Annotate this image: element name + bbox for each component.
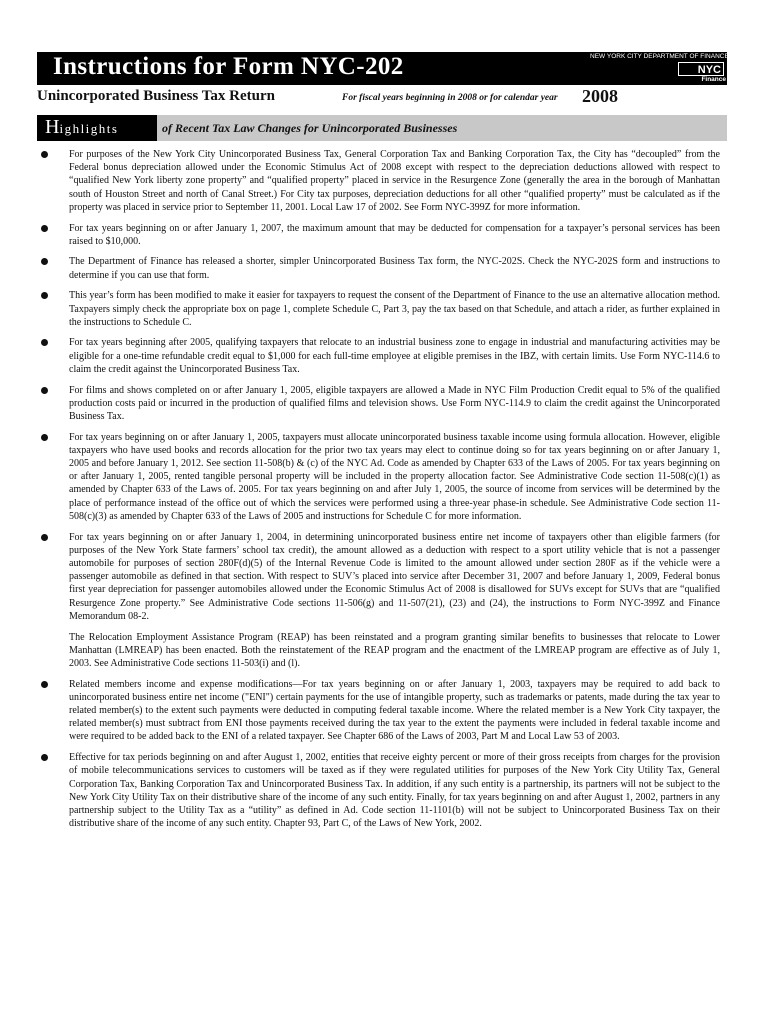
highlights-bar xyxy=(37,115,727,141)
nyc-finance-logo xyxy=(678,62,726,83)
bullet-icon xyxy=(41,534,48,541)
list-item xyxy=(40,751,720,830)
list-item xyxy=(40,531,720,623)
reap-paragraph: The Relocation Employment Assistance Program (REAP) has been reinstated and a program granting similar benefits to businesses that relocate to Lower Manhattan (LMREAP) has been enacted. Both the reinstatement of the REAP program and the enactment of the LMREAP program are effective as of July 1, 2003. See Administrative Code sections 11-503(i) and (l). xyxy=(69,631,720,669)
list-item xyxy=(40,678,720,744)
item-text: For films and shows completed on or after January 1, 2005, eligible taxpayers are allowed a Made in NYC Film Production Credit equal to 5% of the qualified production costs paid or incurred in the production of qualified films and television shows. Use Form NYC-114.9 to claim the credit against the Unincorporated Business Tax. xyxy=(69,384,720,422)
list-item xyxy=(40,431,720,523)
fiscal-year-note: For fiscal years beginning in 2008 or for calendar year xyxy=(342,93,558,103)
list-item xyxy=(40,289,720,329)
department-name: NEW YORK CITY DEPARTMENT OF FINANCE xyxy=(590,53,729,60)
item-text: For purposes of the New York City Unincorporated Business Tax, General Corporation Tax and Banking Corporation Tax, the City has “decoupled” from the Federal bonus depreciation allowed under the Economic Stimulus Act of 2008 except with respect to the depreciation deductions allowed with respect to “qualified New York liberty zone property” and “qualified property” placed in service in the Resurgence Zone (generally the area in the borough of Manhattan south of Houston Street and north of Canal Street.) For City tax purposes, depreciation deductions for all other “qualified property” must be calculated as if the property was placed in service prior to September 11, 2001. Local Law 17 of 2002. See Form NYC-399Z for more information. xyxy=(69,149,720,213)
bullet-icon xyxy=(41,387,48,394)
list-item xyxy=(40,255,720,281)
bullet-icon xyxy=(41,339,48,346)
finance-logo-text: Finance xyxy=(701,76,726,83)
highlights-label xyxy=(45,115,118,141)
item-text: For tax years beginning on or after January 1, 2007, the maximum amount that may be deducted for compensation for a taxpayer’s personal services has been raised to $10,000. xyxy=(69,222,720,247)
bullet-icon xyxy=(41,292,48,299)
highlights-label-box xyxy=(37,115,157,141)
bullet-icon xyxy=(41,681,48,688)
tax-year: 2008 xyxy=(582,86,618,106)
highlights-rest: ighlights xyxy=(59,121,119,136)
list-item xyxy=(40,384,720,424)
subtitle-row xyxy=(37,88,737,110)
page-title: Instructions for Form NYC-202 xyxy=(53,53,404,80)
item-text: Related members income and expense modifications—For tax years beginning on or after January 1, 2003, taxpayers may be required to add back to unincorporated business entire net income ("ENI") certain payments for the use of intangible property, such as trademarks or patents, made during the tax year to related member(s) to the extent such payments were deducted in computing federal taxable income. Where the related member is a New York City taxpayer, the related member(s) must subtract from ENI those payments received during the tax year to the extent the payments were included in federal taxable income and were required to be added back to the ENI of a related taxpayer. See Chapter 686 of the Laws of 2003, Part M and Local Law 53 of 2003. xyxy=(69,678,720,743)
list-item xyxy=(40,336,720,376)
item-text: For tax years beginning after 2005, qualifying taxpayers that relocate to an industrial business zone to engage in industrial and manufacturing activities may be eligible for a one-time refundable credit equal to $1,000 for each full-time employee at eligible premises in the IBZ, with certain limits. Use Form NYC-114.6 to claim the credit against the Unincorporated Business Tax. xyxy=(69,337,720,375)
item-text: The Department of Finance has released a shorter, simpler Unincorporated Business Tax form, the NYC-202S. Check the NYC-202S form and instructions to determine if you can use that form. xyxy=(69,256,720,281)
list-item xyxy=(40,222,720,248)
item-text: For tax years beginning on or after January 1, 2004, in determining unincorporated business entire net income of taxpayers other than eligible farmers (for purposes of the New York State farmers’ school tax credit), the amount allowed as a deduction with respect to a sport utility vehicle that is not a passenger automobile for purposes of section 280F(d)(5) of the Internal Revenue Code is limited to the amount allowed under section 280F as if the vehicle were a passenger automobile as defined in that section. With respect to SUV’s placed into service after December 31, 2007 and before January 1, 2009, Federal bonus first year depreciation for passenger automobiles allowed under the Economic Stimulus Act of 2008 is disallowed for SUVs except for SUVs that are “qualified Resurgence Zone property.” See Administrative Code sections 11-506(g) and 11-507(21), (23) and (24), the instructions to Form NYC-399Z and Finance Memorandum 08-2. xyxy=(69,531,720,622)
form-subtitle: Unincorporated Business Tax Return xyxy=(37,88,275,104)
bullet-icon xyxy=(41,434,48,441)
highlights-list xyxy=(40,148,720,838)
bullet-icon xyxy=(41,258,48,265)
item-text: For tax years beginning on or after January 1, 2005, taxpayers must allocate unincorporated business taxable income using formula allocation. However, eligible taxpayers who have used books and records allocation for the prior two tax years may elect to continue doing so for tax years beginning on or after January 1, 2005 and before January 1, 2012. See section 11-508(b) & (c) of the NYC Ad. Code as amended by Chapter 633 of the Laws of 2005. For tax years beginning on or after January 1, 2005, rented tangible personal property will be included in the property allocation factor. See Administrative Code section 11-508(c)(1) as amended by Chapter 633 of the Laws of. 2005. For tax years beginning on and after July 1, 2005, the source of income from services will be determined by the place of performance instead of the office out of which the services were performed using a three-year phase-in schedule. See Administrative Code section 11-508(c)(3) as amended by Chapter 633 of the Laws of 2005 and instructions for Schedule C for more information. xyxy=(69,431,720,522)
nyc-logo-text: NYC xyxy=(678,62,724,76)
bullet-icon xyxy=(41,151,48,158)
item-text: Effective for tax periods beginning on and after August 1, 2002, entities that receive eighty percent or more of their gross receipts from charges for the provision of mobile telecommunications services to customers will be taxed as if they were regulated utilities for purposes of the New York City Utility Tax, General Corporation Tax, Banking Corporation Tax and Unincorporated Business Tax. In addition, if any such entity is a partnership, its partners will not be subject to the New York City Utility Tax on their distributive share of the income of any such entity. Finally, for tax years beginning on and after August 1, 2002, partners in any partnership subject to the Utility Tax as a “utility” as defined in Ad. Code section 11-1101(b) will not be subject to Unincorporated Business Tax on their distributive share of the income of any such entity. Chapter 93, Part C, of the Laws of New York, 2002. xyxy=(69,752,720,830)
highlights-initial: H xyxy=(45,116,60,138)
highlights-subtitle: of Recent Tax Law Changes for Unincorporated Businesses xyxy=(162,121,458,135)
item-text: This year’s form has been modified to make it easier for taxpayers to request the consent of the Department of Finance to the use an alternative allocation method. Taxpayers simply check the appropriate box on page 1, complete Schedule C, Part 3, pay the tax based on that Schedule, and attach a rider, as further explained in the instructions to Schedule C. xyxy=(69,290,720,328)
bullet-icon xyxy=(41,225,48,232)
bullet-icon xyxy=(41,754,48,761)
list-item xyxy=(40,148,720,214)
